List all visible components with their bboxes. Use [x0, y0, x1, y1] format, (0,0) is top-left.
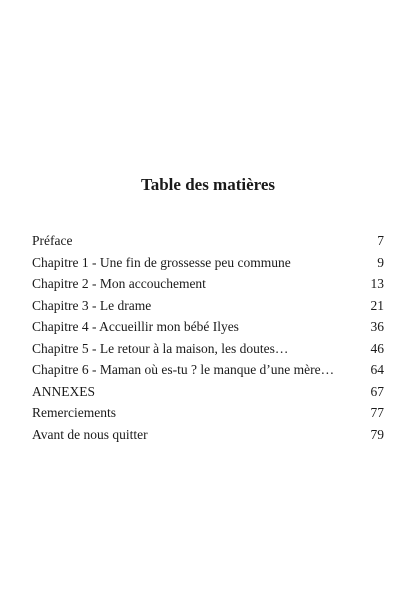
toc-entry-chapter-4 — [32, 316, 384, 338]
toc-entry-page-number: 36 — [370, 319, 384, 334]
toc-entry-chapter-6 — [32, 359, 384, 381]
page-title: Table des matières — [140, 175, 276, 194]
toc-entry-page-number: 79 — [370, 426, 384, 442]
toc-entry-avant-de-nous-quitter — [32, 424, 384, 446]
table-of-contents — [32, 230, 384, 445]
toc-entry-label: Préface — [32, 233, 73, 248]
toc-entry-chapter-3 — [32, 295, 384, 317]
toc-entry-label: Chapitre 4 - Accueillir mon bébé Ilyes — [32, 319, 239, 334]
toc-entry-chapter-5 — [32, 338, 384, 360]
toc-entry-preface — [32, 230, 384, 252]
toc-entry-page-number: 9 — [377, 254, 384, 270]
toc-entry-chapter-2 — [32, 273, 384, 295]
toc-entry-page-number: 46 — [370, 340, 384, 356]
toc-entry-page-number: 7 — [377, 233, 384, 248]
toc-entry-label: Chapitre 6 - Maman où es-tu ? le manque d’une mère… — [32, 362, 335, 377]
toc-entry-label: Chapitre 1 - Une fin de grossesse peu commune — [32, 254, 291, 270]
toc-entry-page-number: 13 — [370, 276, 384, 291]
toc-entry-label: Chapitre 5 - Le retour à la maison, les doutes… — [32, 340, 289, 356]
toc-entry-label: ANNEXES — [32, 383, 95, 399]
toc-entry-label: Chapitre 2 - Mon accouchement — [32, 276, 206, 291]
toc-entry-page-number: 67 — [370, 383, 384, 399]
toc-entry-annexes — [32, 381, 384, 403]
toc-entry-label: Chapitre 3 - Le drame — [32, 297, 152, 313]
toc-entry-label: Avant de nous quitter — [32, 426, 148, 442]
toc-entry-page-number: 64 — [370, 362, 384, 377]
toc-entry-chapter-1 — [32, 252, 384, 274]
toc-entry-label: Remerciements — [32, 405, 116, 420]
toc-entry-remerciements — [32, 402, 384, 424]
toc-entry-page-number: 77 — [370, 405, 384, 420]
toc-entry-page-number: 21 — [370, 297, 384, 313]
